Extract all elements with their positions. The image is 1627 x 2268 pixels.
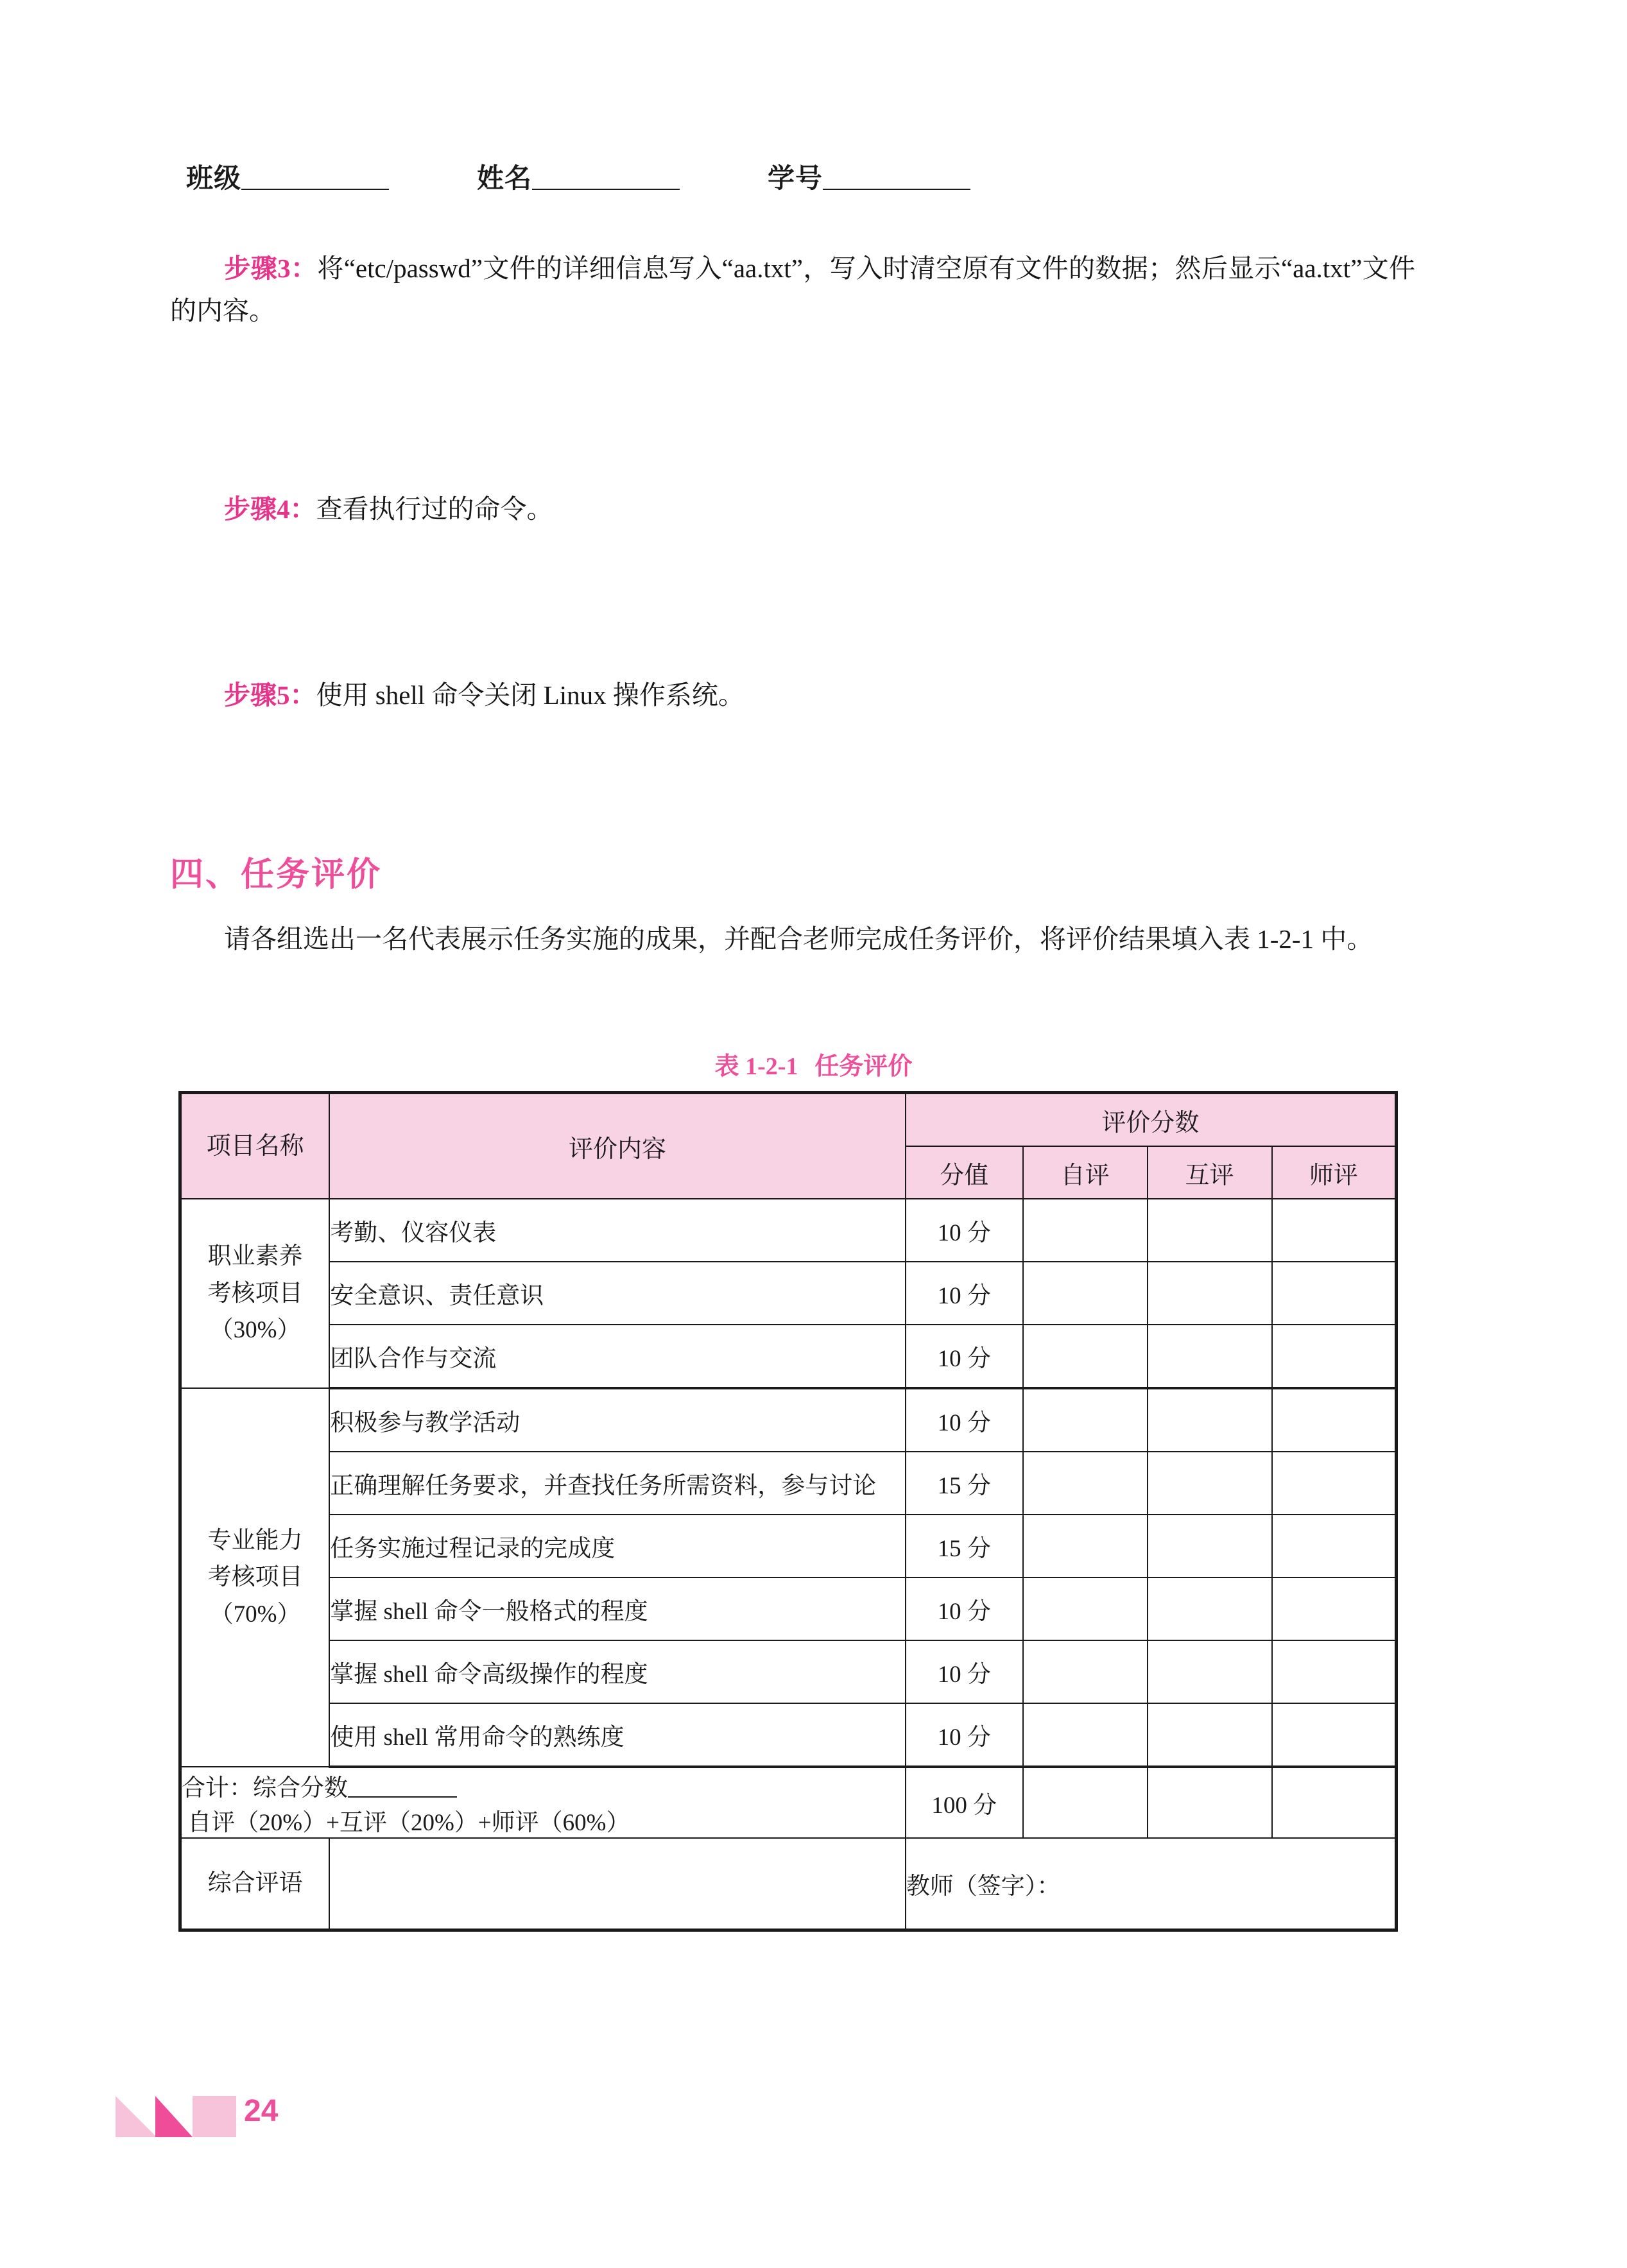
row-self-input[interactable]: [1023, 1325, 1148, 1388]
table-row: [180, 1703, 1397, 1767]
table-total-row: [180, 1767, 1397, 1838]
page-number: 24: [244, 2094, 279, 2128]
row-content: 团队合作与交流: [329, 1325, 906, 1388]
row-content: 任务实施过程记录的完成度: [329, 1515, 906, 1577]
student-info-line: [186, 157, 1444, 196]
row-peer-input[interactable]: [1148, 1388, 1272, 1452]
header-content: 评价内容: [329, 1093, 906, 1199]
table-row: [180, 1199, 1397, 1262]
total-self-input[interactable]: [1023, 1767, 1148, 1838]
step-3-label: 步骤: [224, 253, 278, 283]
row-score: 10 分: [906, 1640, 1023, 1703]
table-row: [180, 1577, 1397, 1640]
step-3-sep: ：: [290, 253, 318, 283]
footer-decoration-icon: [116, 2096, 157, 2137]
total-peer-input[interactable]: [1148, 1767, 1272, 1838]
field-class-label: 班级: [186, 164, 242, 194]
table-row: [180, 1452, 1397, 1515]
step-5-sep: ：: [289, 680, 316, 710]
step-4-text: 查看执行过的命令。: [316, 494, 553, 524]
row-content: 安全意识、责任意识: [329, 1262, 906, 1325]
row-peer-input[interactable]: [1148, 1640, 1272, 1703]
row-self-input[interactable]: [1023, 1515, 1148, 1577]
group-2-name-line-3: （70%）: [209, 1601, 301, 1628]
row-teacher-input[interactable]: [1272, 1325, 1397, 1388]
row-score: 10 分: [906, 1199, 1023, 1262]
step-5-number: 5: [277, 680, 290, 710]
row-self-input[interactable]: [1023, 1388, 1148, 1452]
step-4: [170, 488, 1415, 530]
header-project-name: 项目名称: [180, 1093, 330, 1199]
row-score: 10 分: [906, 1325, 1023, 1388]
header-peer: 互评: [1148, 1146, 1272, 1199]
total-score: 100 分: [906, 1767, 1023, 1838]
row-self-input[interactable]: [1023, 1199, 1148, 1262]
row-score: 10 分: [906, 1262, 1023, 1325]
row-score: 10 分: [906, 1388, 1023, 1452]
row-content: 积极参与教学活动: [329, 1388, 906, 1452]
total-prefix: 合计：综合分数: [182, 1775, 348, 1801]
comment-input[interactable]: [329, 1838, 906, 1930]
step-3: [170, 247, 1415, 332]
group-2-name-line-1: 专业能力: [207, 1527, 303, 1554]
row-teacher-input[interactable]: [1272, 1640, 1397, 1703]
table-caption-title: 任务评价: [814, 1053, 913, 1080]
step-4-label: 步骤: [224, 494, 277, 524]
group-1-name: [180, 1199, 330, 1388]
table-caption: [0, 1046, 1627, 1081]
row-content: 掌握 shell 命令高级操作的程度: [329, 1640, 906, 1703]
row-teacher-input[interactable]: [1272, 1388, 1397, 1452]
row-peer-input[interactable]: [1148, 1515, 1272, 1577]
section-paragraph: [170, 918, 1415, 960]
field-class: [186, 157, 389, 196]
field-name-blank[interactable]: [532, 167, 680, 190]
section-paragraph-text: 请各组选出一名代表展示任务实施的成果，并配合老师完成任务评价，将评价结果填入表 1-2-1 中。: [224, 924, 1373, 954]
row-score: 10 分: [906, 1577, 1023, 1640]
field-student-id-blank[interactable]: [823, 167, 970, 190]
group-1-name-line-2: 考核项目: [207, 1280, 303, 1307]
field-student-id: [768, 157, 970, 196]
field-student-id-label: 学号: [768, 164, 823, 194]
row-teacher-input[interactable]: [1272, 1452, 1397, 1515]
row-score: 10 分: [906, 1703, 1023, 1767]
group-1-name-line-1: 职业素养: [207, 1243, 303, 1270]
footer-decoration-accent-icon: [155, 2096, 193, 2137]
evaluation-table: [178, 1091, 1398, 1932]
row-teacher-input[interactable]: [1272, 1577, 1397, 1640]
total-score-blank[interactable]: [348, 1777, 457, 1798]
field-class-blank[interactable]: [241, 167, 389, 190]
row-peer-input[interactable]: [1148, 1199, 1272, 1262]
table-comment-row: [180, 1838, 1397, 1930]
table-row: [180, 1640, 1397, 1703]
row-self-input[interactable]: [1023, 1262, 1148, 1325]
step-3-text: 将“etc/passwd”文件的详细信息写入“aa.txt”，写入时清空原有文件的数据；然后显示“aa.txt”文件的内容。: [170, 253, 1416, 326]
header-teacher: 师评: [1272, 1146, 1397, 1199]
step-4-number: 4: [277, 494, 290, 524]
field-name: [477, 157, 680, 196]
step-5-label: 步骤: [224, 680, 277, 710]
group-1-name-line-3: （30%）: [209, 1317, 301, 1344]
row-peer-input[interactable]: [1148, 1703, 1272, 1767]
table-row: [180, 1515, 1397, 1577]
table-row: [180, 1325, 1397, 1388]
row-teacher-input[interactable]: [1272, 1515, 1397, 1577]
row-peer-input[interactable]: [1148, 1577, 1272, 1640]
row-content: 考勤、仪容仪表: [329, 1199, 906, 1262]
row-teacher-input[interactable]: [1272, 1199, 1397, 1262]
row-content: 正确理解任务要求，并查找任务所需资料，参与讨论: [329, 1452, 906, 1515]
step-3-number: 3: [277, 253, 291, 283]
group-2-name-line-2: 考核项目: [207, 1564, 303, 1591]
table-header-row-1: [180, 1093, 1397, 1147]
row-teacher-input[interactable]: [1272, 1703, 1397, 1767]
comment-label: 综合评语: [180, 1838, 330, 1930]
teacher-signature-field[interactable]: 教师（签字）：: [906, 1838, 1397, 1930]
row-score: 15 分: [906, 1515, 1023, 1577]
field-name-label: 姓名: [477, 164, 533, 194]
page-footer: [116, 2086, 372, 2169]
header-score: 分值: [906, 1146, 1023, 1199]
header-score-group: 评价分数: [906, 1093, 1397, 1147]
row-score: 15 分: [906, 1452, 1023, 1515]
step-5-text: 使用 shell 命令关闭 Linux 操作系统。: [316, 680, 745, 710]
row-self-input[interactable]: [1023, 1640, 1148, 1703]
row-peer-input[interactable]: [1148, 1452, 1272, 1515]
table-row: [180, 1388, 1397, 1452]
step-5: [170, 674, 1415, 716]
step-4-sep: ：: [289, 494, 316, 524]
row-self-input[interactable]: [1023, 1452, 1148, 1515]
total-suffix: 自评（20%）+互评（20%）+师评（60%）: [187, 1810, 630, 1836]
row-teacher-input[interactable]: [1272, 1262, 1397, 1325]
table-caption-number: 表 1-2-1: [714, 1053, 798, 1080]
table-row: [180, 1262, 1397, 1325]
total-teacher-input[interactable]: [1272, 1767, 1397, 1838]
section-heading: 四、任务评价: [170, 856, 383, 893]
row-content: 掌握 shell 命令一般格式的程度: [329, 1577, 906, 1640]
row-self-input[interactable]: [1023, 1577, 1148, 1640]
footer-decoration-block-icon: [193, 2096, 236, 2137]
row-self-input[interactable]: [1023, 1703, 1148, 1767]
row-peer-input[interactable]: [1148, 1262, 1272, 1325]
header-self: 自评: [1023, 1146, 1148, 1199]
group-2-name: [180, 1388, 330, 1767]
row-peer-input[interactable]: [1148, 1325, 1272, 1388]
row-content: 使用 shell 常用命令的熟练度: [329, 1703, 906, 1767]
total-label: [180, 1767, 906, 1838]
